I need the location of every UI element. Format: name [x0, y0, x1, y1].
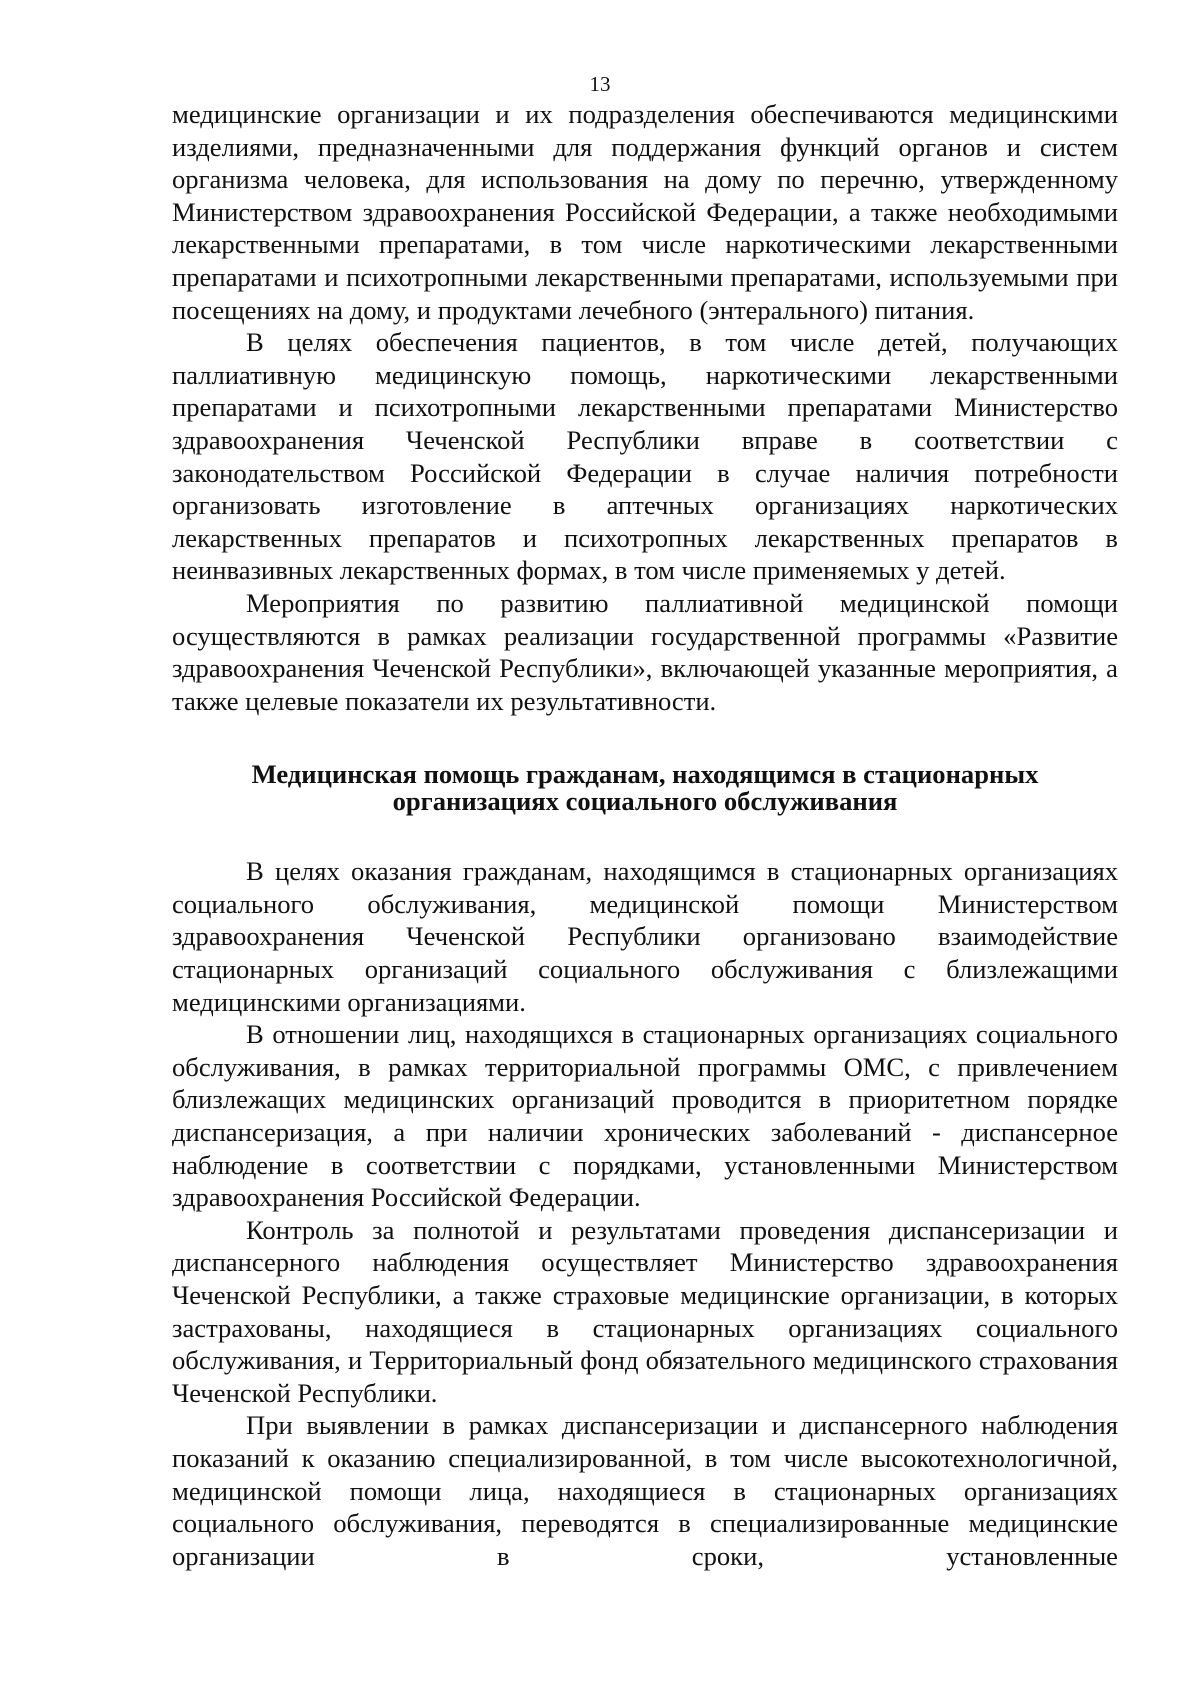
paragraph-6: Контроль за полнотой и результатами проведения диспансеризации и диспансерного наблюдения осуществляет Министерство здравоохранения Чеченской Республики, а также страховые медицинские организации, в которых застрахованы, находящиеся в стационарных организациях социального обслуживания, и Территориальный фонд обязательного медицинского страхования Чеченской Республики. [172, 1214, 1118, 1408]
paragraph-4: В целях оказания гражданам, находящимся в стационарных организациях социального обслуживания, медицинской помощи Министерством здравоохранения Чеченской Республики организовано взаимодействие стационарных организаций социального обслуживания с близлежащими медицинскими организациями. [172, 856, 1118, 1017]
paragraph-3: Мероприятия по развитию паллиативной медицинской помощи осуществляются в рамках реализации государственной программы «Развитие здравоохранения Чеченской Республики», включающей указанные мероприятия, а также целевые показатели их результативности. [172, 587, 1118, 716]
paragraph-7: При выявлении в рамках диспансеризации и диспансерного наблюдения показаний к оказанию специализированной, в том числе высокотехнологичной, медицинской помощи лица, находящиеся в стационарных организациях социального обслуживания, переводятся в специализированные медицинские организации в сроки, установленные [172, 1410, 1118, 1571]
paragraph-5: В отношении лиц, находящихся в стационарных организациях социального обслуживания, в рамках территориальной программы ОМС, с привлечением близлежащих медицинских организаций проводится в приоритетном порядке диспансеризация, а при наличии хронических заболеваний - диспансерное наблюдение в соответствии с порядками, установленными Министерством здравоохранения Российской Федерации. [172, 1019, 1118, 1213]
paragraph-1: медицинские организации и их подразделения обеспечиваются медицинскими изделиями, предназначенными для поддержания функций органов и систем организма человека, для использования на дому по перечню, утвержденному Министерством здравоохранения Российской Федерации, а также необходимыми лекарственными препаратами, в том числе наркотическими лекарственными препаратами и психотропными лекарственными препаратами, используемыми при посещениях на дому, и продуктами лечебного (энтерального) питания. [172, 99, 1118, 325]
section-heading-line-1: Медицинская помощь гражданам, находящимся в стационарных [251, 759, 1039, 790]
section-heading [172, 761, 1118, 815]
page-number: 13 [589, 72, 611, 96]
paragraph-2: В целях обеспечения пациентов, в том числе детей, получающих паллиативную медицинскую помощь, наркотическими лекарственными препаратами и психотропными лекарственными препаратами Министерство здравоохранения Чеченской Республики вправе в соответствии с законодательством Российской Федерации в случае наличия потребности организовать изготовление в аптечных организациях наркотических лекарственных препаратов и психотропных лекарственных препаратов в неинвазивных лекарственных формах, в том числе применяемых у детей. [172, 327, 1118, 586]
document-body [172, 98, 1118, 1572]
section-heading-line-2: организациях социального обслуживания [392, 786, 898, 817]
